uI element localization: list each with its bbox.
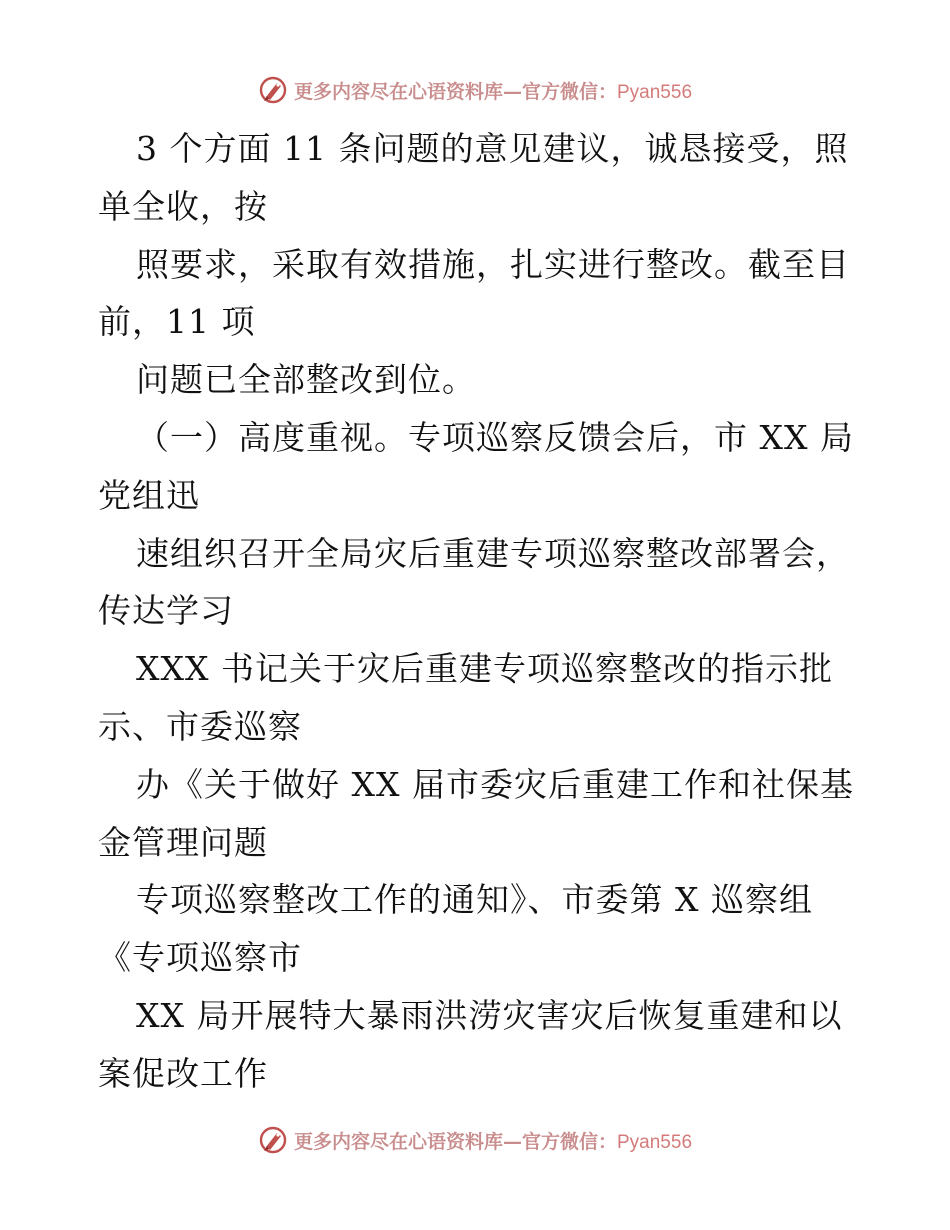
body-line: 前，11 项: [98, 302, 256, 342]
pen-nib-logo-icon: [258, 1125, 288, 1155]
body-line: XXX 书记关于灾后重建专项巡察整改的指示批: [136, 649, 833, 689]
body-line: （一）高度重视。专项巡察反馈会后，市 XX 局: [136, 417, 854, 457]
body-line: 《专项巡察市: [98, 938, 302, 978]
footer-banner-text: 更多内容尽在心语资料库—官方微信：Pyan556: [293, 1130, 693, 1153]
footer-banner: [0, 1120, 950, 1160]
body-line: XX 局开展特大暴雨洪涝灾害灾后恢复重建和以: [136, 995, 843, 1035]
body-line: 办《关于做好 XX 届市委灾后重建工作和社保基: [136, 764, 854, 804]
body-line: 3 个方面 11 条问题的意见建议，诚恳接受，照: [136, 129, 849, 168]
body-line: 金管理问题: [98, 822, 268, 862]
body-line: 单全收，按: [98, 186, 268, 226]
body-line: 速组织召开全局灾后重建专项巡察整改部署会，: [136, 533, 850, 573]
body-line: 党组迅: [98, 475, 200, 515]
body-line: 案促改工作: [98, 1053, 268, 1093]
body-line: 问题已全部整改到位。: [136, 360, 476, 400]
body-line: 示、市委巡察: [98, 706, 302, 746]
body-line: 专项巡察整改工作的通知》、市委第 X 巡察组: [136, 880, 813, 920]
body-line: 传达学习: [98, 591, 234, 631]
document-body: [98, 120, 858, 1103]
pen-nib-logo-icon: [258, 75, 288, 105]
body-line: 照要求，采取有效措施，扎实进行整改。截至目: [136, 244, 850, 284]
header-banner: [0, 70, 950, 110]
header-banner-text: 更多内容尽在心语资料库—官方微信：Pyan556: [293, 80, 693, 103]
